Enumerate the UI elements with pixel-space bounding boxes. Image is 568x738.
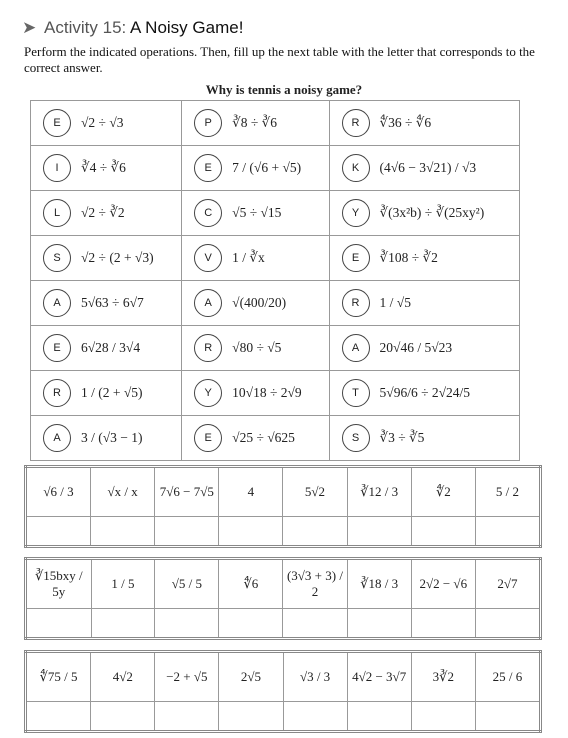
problem-cell: [182, 236, 329, 281]
problem-cell: [31, 191, 182, 236]
answer-value: ∜75 / 5: [26, 652, 91, 702]
problem-cell: [182, 326, 329, 371]
problem-row: [31, 281, 520, 326]
answer-letter-blank[interactable]: [219, 609, 283, 639]
question-title: Why is tennis a noisy game?: [205, 82, 363, 97]
letter-badge: C: [194, 199, 222, 227]
problem-cell: [329, 101, 519, 146]
letter-badge: Y: [342, 199, 370, 227]
answer-value: 4√2 − 3√7: [347, 652, 411, 702]
answer-letter-blank[interactable]: [219, 517, 283, 547]
problem-cell: [31, 236, 182, 281]
answer-letter-blank[interactable]: [475, 702, 540, 732]
problem-expression: 1 / (2 + √5): [81, 385, 143, 400]
answer-value: ∛18 / 3: [347, 559, 411, 609]
letter-badge: E: [342, 244, 370, 272]
activity-title: A Noisy Game!: [130, 18, 244, 37]
problem-cell: [329, 191, 519, 236]
problem-expression: √25 ÷ √625: [232, 430, 295, 445]
answer-table-3: [24, 650, 542, 733]
answer-value: 2√2 − √6: [411, 559, 475, 609]
problem-cell: [31, 371, 182, 416]
problem-expression: ∛(3x²b) ÷ ∛(25xy²): [379, 205, 485, 220]
answer-letter-blank[interactable]: [26, 517, 91, 547]
problem-expression: 6√28 / 3√4: [81, 340, 141, 355]
answer-letter-blank[interactable]: [411, 517, 475, 547]
problem-cell: [329, 281, 519, 326]
problem-cell: [329, 326, 519, 371]
problem-expression: 3 / (√3 − 1): [81, 430, 143, 445]
letter-badge: A: [342, 334, 370, 362]
answer-letter-blank[interactable]: [26, 702, 91, 732]
answer-value: ∜2: [411, 467, 475, 517]
answer-value: √5 / 5: [155, 559, 219, 609]
letter-badge: S: [43, 244, 71, 272]
answer-letter-blank[interactable]: [155, 517, 219, 547]
problem-row: [31, 101, 520, 146]
letter-badge: S: [342, 424, 370, 452]
letter-badge: V: [194, 244, 222, 272]
problem-cell: [31, 101, 182, 146]
activity-heading: [22, 18, 243, 38]
answer-letter-blank[interactable]: [283, 517, 347, 547]
answer-value: 3∛2: [411, 652, 475, 702]
problem-cell: [329, 146, 519, 191]
answer-value: 5 / 2: [475, 467, 540, 517]
answer-value: (3√3 + 3) / 2: [283, 559, 347, 609]
problem-cell: [182, 371, 329, 416]
letter-badge: R: [342, 109, 370, 137]
problem-cell: [182, 281, 329, 326]
answer-letter-blank[interactable]: [347, 609, 411, 639]
problem-expression: 5√63 ÷ 6√7: [81, 295, 144, 310]
problem-cell: [31, 416, 182, 461]
letter-badge: K: [342, 154, 370, 182]
problem-expression: √80 ÷ √5: [232, 340, 282, 355]
answer-value: 4: [219, 467, 283, 517]
letter-badge: E: [194, 424, 222, 452]
answer-letter-blank[interactable]: [411, 609, 475, 639]
problem-expression: ∛4 ÷ ∛6: [81, 160, 126, 175]
letter-badge: L: [43, 199, 71, 227]
problem-row: [31, 416, 520, 461]
problem-row: [31, 146, 520, 191]
problem-row: [31, 191, 520, 236]
answer-letter-blank[interactable]: [475, 609, 540, 639]
answer-letter-blank[interactable]: [283, 609, 347, 639]
letter-badge: A: [43, 424, 71, 452]
answer-letter-blank[interactable]: [26, 609, 92, 639]
problem-cell: [182, 146, 329, 191]
letter-badge: R: [43, 379, 71, 407]
letter-badge: T: [342, 379, 370, 407]
letter-badge: R: [342, 289, 370, 317]
letter-badge: I: [43, 154, 71, 182]
answer-letter-blank[interactable]: [155, 702, 219, 732]
problem-expression: √2 ÷ ∛2: [81, 205, 125, 220]
problem-expression: 20√46 / 5√23: [379, 340, 453, 355]
answer-table-2: [24, 557, 542, 640]
problem-cell: [31, 326, 182, 371]
answer-letter-blank[interactable]: [91, 609, 155, 639]
answer-value: 5√2: [283, 467, 347, 517]
problem-row: [31, 371, 520, 416]
problem-expression: (4√6 − 3√21) / √3: [379, 160, 477, 175]
answer-letter-blank[interactable]: [91, 702, 155, 732]
answer-value: ∛12 / 3: [347, 467, 411, 517]
activity-number: Activity 15:: [44, 18, 127, 37]
letter-badge: R: [194, 334, 222, 362]
problem-expression: ∜36 ÷ ∜6: [379, 115, 432, 130]
letter-badge: A: [43, 289, 71, 317]
problem-expression: √(400/20): [232, 295, 287, 310]
letter-badge: E: [43, 109, 71, 137]
problem-expression: 1 / ∛x: [232, 250, 265, 265]
problem-cell: [182, 191, 329, 236]
answer-value: 4√2: [91, 652, 155, 702]
answer-value: −2 + √5: [155, 652, 219, 702]
problem-expression: ∛3 ÷ ∛5: [379, 430, 425, 445]
problem-cell: [31, 281, 182, 326]
letter-badge: E: [43, 334, 71, 362]
problem-expression: 5√96/6 ÷ 2√24/5: [379, 385, 471, 400]
arrow-icon: ➤: [22, 18, 37, 37]
answer-table-1: [24, 465, 542, 548]
problem-cell: [329, 236, 519, 281]
answer-letter-blank[interactable]: [219, 702, 283, 732]
problem-expression: ∛108 ÷ ∛2: [379, 250, 438, 265]
answer-letter-blank[interactable]: [475, 517, 540, 547]
answer-value: 2√7: [475, 559, 540, 609]
problem-expression: √2 ÷ (2 + √3): [81, 250, 154, 265]
answer-letter-blank[interactable]: [347, 517, 411, 547]
answer-letter-blank[interactable]: [347, 702, 411, 732]
answer-value: 1 / 5: [91, 559, 155, 609]
problem-cell: [182, 101, 329, 146]
answer-value: ∛15bxy / 5y: [26, 559, 92, 609]
answer-letter-blank[interactable]: [155, 609, 219, 639]
answer-value: √6 / 3: [26, 467, 91, 517]
problem-row: [31, 326, 520, 371]
answer-letter-blank[interactable]: [91, 517, 155, 547]
answer-value: √x / x: [91, 467, 155, 517]
letter-badge: Y: [194, 379, 222, 407]
problem-expression: ∛8 ÷ ∛6: [232, 115, 278, 130]
problem-expression: 10√18 ÷ 2√9: [232, 385, 302, 400]
answer-value: 25 / 6: [475, 652, 540, 702]
answer-value: √3 / 3: [283, 652, 347, 702]
letter-badge: E: [194, 154, 222, 182]
letter-badge: A: [194, 289, 222, 317]
problem-row: [31, 236, 520, 281]
problem-cell: [329, 371, 519, 416]
problem-expression: √5 ÷ √15: [232, 205, 282, 220]
answer-value: 2√5: [219, 652, 283, 702]
problem-cell: [31, 146, 182, 191]
problem-cell: [329, 416, 519, 461]
answer-value: 7√6 − 7√5: [155, 467, 219, 517]
problems-table: [30, 100, 520, 461]
letter-badge: P: [194, 109, 222, 137]
answer-letter-blank[interactable]: [411, 702, 475, 732]
problem-expression: 1 / √5: [379, 295, 411, 310]
instructions: Perform the indicated operations. Then, fill up the next table with the letter that corresponds to the correct answer.: [24, 44, 535, 75]
answer-letter-blank[interactable]: [283, 702, 347, 732]
problem-expression: √2 ÷ √3: [81, 115, 124, 130]
answer-value: ∜6: [219, 559, 283, 609]
problem-cell: [182, 416, 329, 461]
problem-expression: 7 / (√6 + √5): [232, 160, 302, 175]
